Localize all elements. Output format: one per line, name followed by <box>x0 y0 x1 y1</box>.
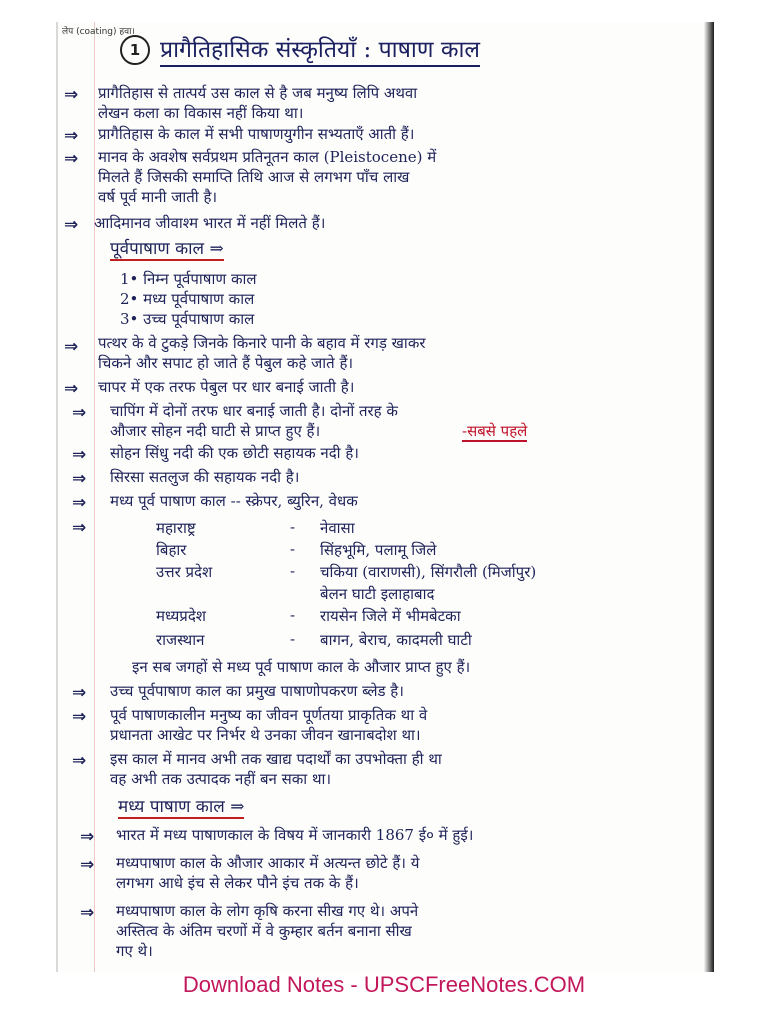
para3-line1: मानव के अवशेष सर्वप्रथम प्रतिनूतन काल (Pleistocene) में <box>98 148 437 166</box>
para4: आदिमानव जीवाश्म भारत में नहीं मिलते हैं। <box>94 214 326 232</box>
para12: उच्च पूर्वपाषाण काल का प्रमुख पाषाणोपकरण ब्लेड है। <box>110 682 404 700</box>
arrow-bullet-icon: ⇒ <box>72 445 87 465</box>
arrow-bullet-icon: ⇒ <box>72 751 87 771</box>
header-scrap-text: लेप (coating) हवा। <box>62 27 135 37</box>
para17-line3: गए थे। <box>116 942 153 960</box>
para5-line2: चिकने और सपाट हो जाते हैं पेबुल कहे जाते हैं। <box>98 354 354 372</box>
site-place: बागन, बेराच, कादमली घाटी <box>320 631 472 649</box>
site-state: राजस्थान <box>156 631 205 649</box>
arrow-bullet-icon: ⇒ <box>72 493 87 513</box>
page-edge-shadow <box>704 22 714 972</box>
site-dash: - <box>290 630 296 648</box>
list-item: 3• उच्च पूर्वपाषाण काल <box>120 310 255 328</box>
para13-line1: पूर्व पाषाणकालीन मनुष्य का जीवन पूर्णतया प्राकृतिक था वे <box>110 706 428 724</box>
para10: मध्य पूर्व पाषाण काल -- स्क्रेपर, ब्युरिन, वेधक <box>110 492 358 510</box>
para17-line2: अस्तित्व के अंतिम चरणों में वे कुम्हार बर्तन बनाना सीख <box>116 922 412 940</box>
arrow-bullet-icon: ⇒ <box>64 379 79 399</box>
site-place: नेवासा <box>320 519 355 537</box>
site-place: सिंहभूमि, पलामू जिले <box>320 541 437 559</box>
section-heading-madhyapashan: मध्य पाषाण काल ⇒ <box>118 794 244 819</box>
list-item: 2• मध्य पूर्वपाषाण काल <box>120 290 255 308</box>
arrow-bullet-icon: ⇒ <box>72 683 87 703</box>
arrow-bullet-icon: ⇒ <box>80 827 95 847</box>
arrow-bullet-icon: ⇒ <box>72 403 87 423</box>
para14-line1: इस काल में मानव अभी तक खाद्य पदार्थों का उपभोक्ता ही था <box>110 750 442 768</box>
page-title <box>120 32 480 67</box>
para16-line1: मध्यपाषाण काल के औजार आकार में अत्यन्त छोटे हैं। ये <box>116 854 420 872</box>
para5-line1: पत्थर के वे टुकड़े जिनके किनारे पानी के बहाव में रगड़ खाकर <box>98 334 426 352</box>
para17-line1: मध्यपाषाण काल के लोग कृषि करना सीख गए थे। अपने <box>116 902 419 920</box>
arrow-bullet-icon: ⇒ <box>64 126 79 146</box>
site-place: चकिया (वाराणसी), सिंगरौली (मिर्जापुर) <box>320 563 537 581</box>
para7-line2: औजार सोहन नदी घाटी से प्राप्त हुए हैं। <box>110 422 321 440</box>
para15: भारत में मध्य पाषाणकाल के विषय में जानकारी 1867 ई० में हुई। <box>116 826 474 844</box>
para2: प्रागैतिहास के काल में सभी पाषाणयुगीन सभ्यताएँ आती हैं। <box>98 125 415 143</box>
download-notes-footer: Download Notes - UPSCFreeNotes.COM <box>182 972 586 997</box>
arrow-bullet-icon: ⇒ <box>72 469 87 489</box>
para1-line2: लेखन कला का विकास नहीं किया था। <box>98 104 304 122</box>
section-heading-purvapashan: पूर्वपाषाण काल ⇒ <box>110 236 224 261</box>
site-dash: - <box>290 606 296 624</box>
title-number: 1 <box>120 35 150 65</box>
site-place: बेलन घाटी इलाहाबाद <box>320 585 435 603</box>
arrow-bullet-icon: ⇒ <box>72 518 87 538</box>
site-state: बिहार <box>156 541 187 559</box>
arrow-bullet-icon: ⇒ <box>72 707 87 727</box>
para7-line1: चापिंग में दोनों तरफ धार बनाई जाती है। दोनों तरह के <box>110 402 398 420</box>
arrow-bullet-icon: ⇒ <box>64 85 79 105</box>
list-item: 1• निम्न पूर्वपाषाण काल <box>120 270 257 288</box>
para9: सिरसा सतलुज की सहायक नदी है। <box>110 468 300 486</box>
site-state: मध्यप्रदेश <box>156 607 207 625</box>
site-state: उत्तर प्रदेश <box>156 563 213 581</box>
notebook-page <box>56 22 714 972</box>
arrow-bullet-icon: ⇒ <box>64 337 79 357</box>
arrow-bullet-icon: ⇒ <box>64 215 79 235</box>
para6: चापर में एक तरफ पेबुल पर धार बनाई जाती है। <box>98 378 355 396</box>
para3-line3: वर्ष पूर्व मानी जाती है। <box>98 188 218 206</box>
para8: सोहन सिंधु नदी की एक छोटी सहायक नदी है। <box>110 444 359 462</box>
para13-line2: प्रधानता आखेट पर निर्भर थे उनका जीवन खानाबदोश था। <box>110 726 421 744</box>
site-dash: - <box>290 562 296 580</box>
para11: इन सब जगहों से मध्य पूर्व पाषाण काल के औजार प्राप्त हुए हैं। <box>132 658 471 676</box>
arrow-bullet-icon: ⇒ <box>80 855 95 875</box>
para1-line1: प्रागैतिहास से तात्पर्य उस काल से है जब मनुष्य लिपि अथवा <box>98 84 418 102</box>
title-text: प्रागैतिहासिक संस्कृतियाँ : पाषाण काल <box>160 32 480 67</box>
arrow-bullet-icon: ⇒ <box>64 149 79 169</box>
site-dash: - <box>290 540 296 558</box>
arrow-bullet-icon: ⇒ <box>80 903 95 923</box>
site-place: रायसेन जिले में भीमबेटका <box>320 607 461 625</box>
site-state: महाराष्ट्र <box>156 519 196 537</box>
red-note: -सबसे पहले <box>462 422 528 440</box>
para16-line2: लगभग आधे इंच से लेकर पौने इंच तक के हैं। <box>116 874 359 892</box>
site-dash: - <box>290 518 296 536</box>
para14-line2: वह अभी तक उत्पादक नहीं बन सका था। <box>110 770 332 788</box>
para3-line2: मिलते हैं जिसकी समाप्ति तिथि आज से लगभग पाँच लाख <box>98 168 410 186</box>
